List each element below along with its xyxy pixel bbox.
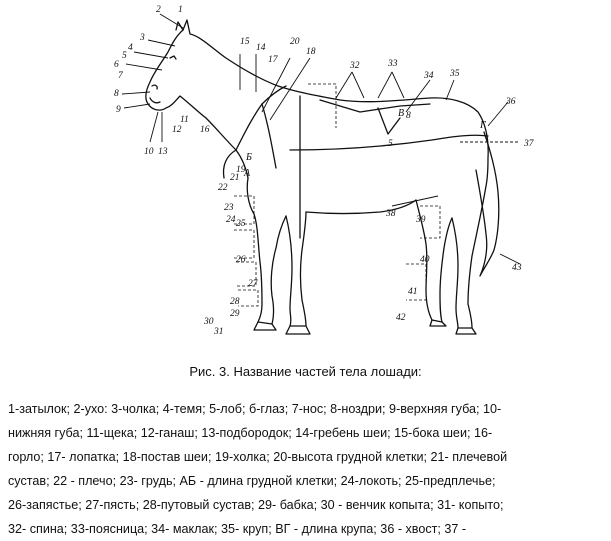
label-30: 30 xyxy=(204,317,214,327)
label-12: 12 xyxy=(172,125,182,135)
label-17: 17 xyxy=(268,55,278,65)
legend-line: нижняя губа; 11-щека; 12-ганаш; 13-подбородок; 14-гребень шеи; 15-бока шеи; 16- xyxy=(8,426,493,440)
figure-labels xyxy=(114,5,535,337)
figure-caption: Рис. 3. Название частей тела лошади: xyxy=(189,364,422,379)
label-16: 16 xyxy=(200,125,210,135)
label-4: 4 xyxy=(128,43,133,53)
horse-outline xyxy=(146,20,499,334)
label-5: 5 xyxy=(122,51,127,61)
label-2: 2 xyxy=(156,5,161,15)
label-9: 9 xyxy=(116,105,121,115)
label-22: 22 xyxy=(218,183,228,193)
label-B: Б xyxy=(246,152,252,163)
label-42: 42 xyxy=(396,313,406,323)
label-23: 23 xyxy=(224,203,234,213)
label-20: 20 xyxy=(290,37,300,47)
label-37: 37 xyxy=(524,139,534,149)
label-18: 18 xyxy=(306,47,316,57)
label-41: 41 xyxy=(408,287,418,297)
label-V: В xyxy=(398,108,405,119)
label-29: 29 xyxy=(230,309,240,319)
label-8-body: 8 xyxy=(406,111,411,121)
legend-line: 32- спина; 33-поясница; 34- маклак; 35- круп; ВГ - длина крупа; 36 - хвост; 37 - xyxy=(8,522,467,536)
legend-line: 26-запястье; 27-пясть; 28-путовый сустав; 29- бабка; 30 - венчик копыта; 31- копыто; xyxy=(8,498,504,512)
label-43: 43 xyxy=(512,263,522,273)
label-11: 11 xyxy=(180,115,189,125)
label-13: 13 xyxy=(158,147,168,157)
label-27: 27 xyxy=(248,279,258,289)
label-38: 38 xyxy=(386,209,396,219)
label-15: 15 xyxy=(240,37,250,47)
legend-line: сустав; 22 - плечо; 23- грудь; АБ - длина грудной клетки; 24-локоть; 25-предплечье; xyxy=(8,474,496,488)
label-10: 10 xyxy=(144,147,154,157)
label-25: 25 xyxy=(236,219,246,229)
label-8: 8 xyxy=(114,89,119,99)
label-35: 35 xyxy=(450,69,460,79)
label-33: 33 xyxy=(388,59,398,69)
leader-lines xyxy=(122,14,520,264)
legend-text xyxy=(8,397,606,541)
label-36: 36 xyxy=(506,97,516,107)
label-28: 28 xyxy=(230,297,240,307)
label-6: 6 xyxy=(114,60,119,70)
legend-line: горло; 17- лопатка; 18-постав шеи; 19-холка; 20-высота грудной клетки; 21- плечевой xyxy=(8,450,508,464)
label-14: 14 xyxy=(256,43,266,53)
label-34: 34 xyxy=(424,71,434,81)
label-40: 40 xyxy=(420,255,430,265)
label-21: 21 xyxy=(230,173,240,183)
label-7: 7 xyxy=(118,71,123,81)
legend-line: 1-затылок; 2-ухо: 3-чолка; 4-темя; 5-лоб; б-глаз; 7-нос; 8-ноздри; 9-верхняя губа; 10- xyxy=(8,402,502,416)
label-5-body: 5 xyxy=(388,139,393,149)
label-31: 31 xyxy=(214,327,224,337)
label-A: А xyxy=(244,168,251,179)
label-19: 19 xyxy=(236,165,246,175)
label-32: 32 xyxy=(350,61,360,71)
label-3: 3 xyxy=(140,33,145,43)
label-G: Г xyxy=(480,120,486,131)
label-26: 26 xyxy=(236,255,246,265)
label-1: 1 xyxy=(178,5,183,15)
label-39: 39 xyxy=(416,215,426,225)
label-24: 24 xyxy=(226,215,236,225)
